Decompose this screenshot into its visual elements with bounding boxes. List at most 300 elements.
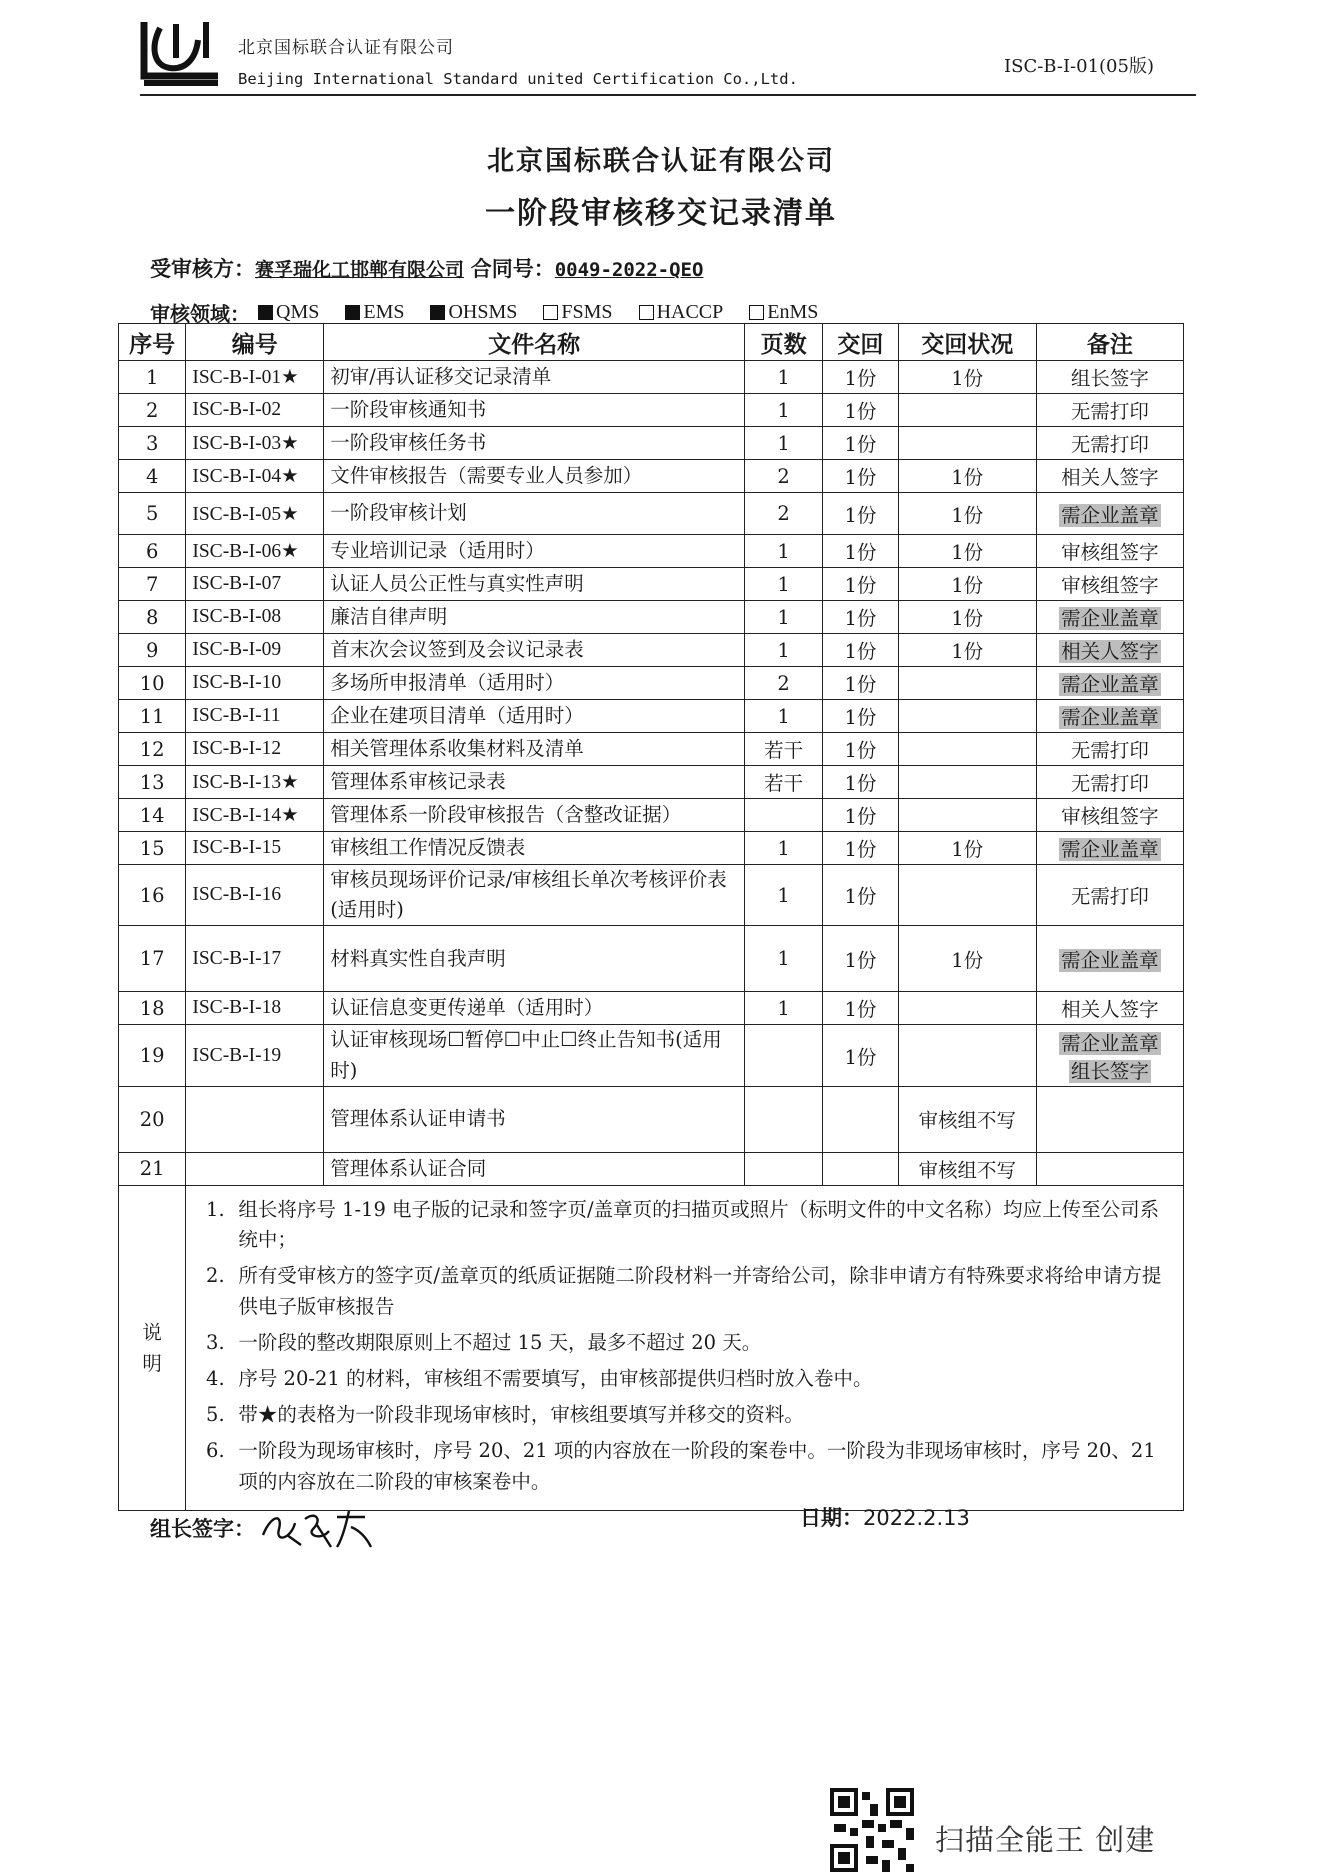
notes-cell (186, 1185, 1184, 1510)
row-remark-cell (1036, 361, 1183, 394)
row-code-cell (186, 634, 324, 667)
row-remark: 需企业盖章 (1061, 838, 1159, 861)
contract-label: 合同号： (470, 257, 555, 281)
row-pages-cell (745, 634, 823, 667)
row-code: ISC-B-I-07 (192, 573, 282, 594)
row-file-name: 认证信息变更传递单（适用时） (330, 996, 604, 1020)
checked-box-icon (258, 305, 273, 320)
row-file-name-cell (324, 700, 745, 733)
organization-title: 北京国标联合认证有限公司 (487, 146, 835, 177)
row-number: 6 (145, 539, 159, 563)
auditee-label: 受审核方： (150, 257, 255, 281)
row-remark: 无需打印 (1070, 772, 1149, 795)
row-return: 1份 (844, 772, 877, 795)
row-file-name: 相关管理体系收集材料及清单 (330, 736, 584, 760)
row-return-status-cell (898, 394, 1036, 427)
row-pages-cell (745, 700, 823, 733)
row-pages: 2 (777, 671, 790, 695)
row-code-cell (186, 394, 324, 427)
row-remark: 相关人签字 (1061, 466, 1159, 489)
row-code: ISC-B-I-16 (192, 884, 282, 906)
row-file-name: 管理体系认证合同 (330, 1156, 487, 1180)
row-pages: 1 (777, 398, 790, 422)
row-file-name-cell (324, 733, 745, 766)
row-number: 7 (145, 572, 159, 596)
row-file-name-cell (324, 493, 745, 535)
row-return: 1份 (844, 838, 877, 861)
row-return-status-cell (898, 766, 1036, 799)
row-number-cell (119, 1025, 186, 1086)
row-file-name: 审核组工作情况反馈表 (330, 835, 526, 859)
row-number: 12 (139, 737, 165, 761)
row-pages: 1 (777, 572, 790, 596)
row-pages: 1 (777, 704, 790, 728)
row-pages-cell (745, 667, 823, 700)
table-row (119, 1086, 1184, 1152)
row-file-name-cell (324, 667, 745, 700)
row-file-name: 一阶段审核通知书 (330, 397, 487, 421)
table-row (119, 1025, 1184, 1086)
row-return: 1份 (844, 607, 877, 630)
row-pages-cell (745, 799, 823, 832)
row-return-cell (823, 766, 899, 799)
row-file-name-cell (324, 1152, 745, 1185)
row-number: 14 (139, 803, 165, 827)
table-row (119, 427, 1184, 460)
row-remark: 无需打印 (1070, 400, 1149, 423)
qr-code-icon (830, 1788, 914, 1872)
row-code: ISC-B-I-14★ (192, 805, 299, 826)
row-pages: 2 (777, 464, 790, 488)
scope-options (258, 301, 844, 325)
row-file-name: 一阶段审核计划 (330, 501, 467, 525)
row-return-status-cell (898, 634, 1036, 667)
row-return-status-cell (898, 1152, 1036, 1185)
row-remark-cell (1036, 535, 1183, 568)
row-return-status: 1份 (951, 367, 984, 390)
table-row (119, 493, 1184, 535)
row-number-cell (119, 634, 186, 667)
row-pages-cell (745, 1086, 823, 1152)
row-code-cell (186, 799, 324, 832)
row-return-status: 1份 (951, 838, 984, 861)
row-file-name-cell (324, 926, 745, 992)
column-header-pages: 页数 (745, 324, 823, 361)
row-return-status-cell (898, 733, 1036, 766)
row-return-status-cell (898, 1086, 1036, 1152)
row-code: ISC-B-I-10 (192, 672, 282, 693)
row-number: 19 (139, 1044, 165, 1068)
row-code: ISC-B-I-05★ (192, 503, 299, 525)
row-file-name-cell (324, 1086, 745, 1152)
row-file-name-cell (324, 992, 745, 1025)
row-number: 2 (145, 398, 159, 422)
row-file-name-cell (324, 865, 745, 926)
row-return-cell (823, 926, 899, 992)
column-header-status: 交回状况 (898, 324, 1036, 361)
row-number: 8 (145, 605, 159, 629)
row-code: ISC-B-I-06★ (192, 541, 299, 562)
scope-option-label: QMS (276, 300, 320, 323)
row-remark: 相关人签字 (1061, 998, 1159, 1022)
row-code: ISC-B-I-12 (192, 738, 282, 759)
row-return: 1份 (844, 805, 877, 828)
row-return-status: 1份 (951, 503, 984, 527)
row-pages: 若干 (764, 772, 804, 795)
row-code: ISC-B-I-11 (192, 705, 281, 726)
row-pages-cell (745, 493, 823, 535)
scanner-watermark: 扫描全能王 创建 (935, 1823, 1156, 1857)
table-row (119, 667, 1184, 700)
table-row (119, 992, 1184, 1025)
row-file-name-cell (324, 460, 745, 493)
note-item (192, 1261, 1167, 1321)
auditee-line (150, 253, 703, 283)
row-pages-cell (745, 992, 823, 1025)
row-remark-cell (1036, 766, 1183, 799)
scope-option-label: OHSMS (448, 300, 518, 323)
row-remark-cell (1036, 427, 1183, 460)
note-text: 一阶段的整改期限原则上不超过 15 天，最多不超过 20 天。 (238, 1330, 762, 1354)
row-return-status-cell (898, 460, 1036, 493)
row-return-cell (823, 733, 899, 766)
row-file-name-cell (324, 361, 745, 394)
handover-table (118, 323, 1184, 1511)
row-file-name-cell (324, 394, 745, 427)
row-number-cell (119, 865, 186, 926)
row-remark: 无需打印 (1070, 739, 1149, 762)
row-return-status: 1份 (951, 640, 984, 663)
scope-option-qms (258, 301, 319, 324)
row-code-cell (186, 1086, 324, 1152)
row-remark-cell (1036, 460, 1183, 493)
row-code-cell (186, 667, 324, 700)
row-file-name: 文件审核报告（需要专业人员参加） (330, 463, 643, 487)
row-file-name: 管理体系一阶段审核报告（含整改证据） (330, 802, 682, 826)
company-name-cn: 北京国标联合认证有限公司 (238, 38, 454, 58)
note-item (192, 1364, 1167, 1394)
row-code: ISC-B-I-15 (192, 837, 282, 858)
row-return: 1份 (844, 433, 877, 456)
row-return-status-cell (898, 667, 1036, 700)
row-file-name-cell (324, 427, 745, 460)
row-remark: 需企业盖章 (1061, 607, 1159, 630)
date-line (800, 1502, 970, 1532)
unchecked-box-icon (749, 305, 764, 320)
row-return-status: 审核组不写 (918, 1158, 1016, 1182)
row-remark-cell (1036, 832, 1183, 865)
row-return-status-cell (898, 427, 1036, 460)
note-item (192, 1436, 1167, 1496)
row-remark: 需企业盖章 (1061, 1031, 1159, 1055)
notes-label-cell (119, 1185, 186, 1510)
row-remark-secondary: 组长签字 (1070, 1059, 1149, 1083)
column-header-return: 交回 (823, 324, 899, 361)
row-file-name-cell (324, 568, 745, 601)
row-return-status: 1份 (951, 466, 984, 489)
row-pages: 1 (777, 605, 790, 629)
row-return-cell (823, 535, 899, 568)
checked-box-icon (345, 305, 360, 320)
row-file-name: 专业培训记录（适用时） (330, 538, 545, 562)
row-pages: 若干 (764, 739, 804, 762)
row-return-status-cell (898, 992, 1036, 1025)
row-return-cell (823, 601, 899, 634)
row-file-name: 认证审核现场☐暂停☐中止☐终止告知书(适用时) (330, 1028, 722, 1082)
row-pages: 1 (777, 431, 790, 455)
row-file-name: 企业在建项目清单（适用时） (330, 703, 584, 727)
row-pages-cell (745, 1152, 823, 1185)
row-return-cell (823, 634, 899, 667)
row-return-status-cell (898, 799, 1036, 832)
row-pages: 1 (777, 996, 790, 1020)
row-number: 4 (145, 464, 159, 488)
note-text: 带★的表格为一阶段非现场审核时，审核组要填写并移交的资料。 (238, 1403, 804, 1427)
document-code: ISC-B-I-01(05版) (1004, 56, 1154, 77)
row-number-cell (119, 667, 186, 700)
scope-option-label: EMS (363, 300, 405, 323)
row-number-cell (119, 493, 186, 535)
table-row (119, 601, 1184, 634)
row-return-cell (823, 992, 899, 1025)
row-number-cell (119, 766, 186, 799)
row-pages: 1 (777, 638, 790, 662)
row-pages-cell (745, 394, 823, 427)
table-row (119, 799, 1184, 832)
leader-signature-label: 组长签字： (150, 1517, 255, 1541)
column-header-code: 编号 (186, 324, 324, 361)
note-text: 组长将序号 1-19 电子版的记录和签字页/盖章页的扫描页或照片（标明文件的中文名称）均应上传至公司系统中； (238, 1197, 1160, 1252)
row-file-name-cell (324, 535, 745, 568)
table-row (119, 460, 1184, 493)
note-text: 序号 20-21 的材料，审核组不需要填写，由审核部提供归档时放入卷中。 (238, 1366, 873, 1390)
row-code-cell (186, 832, 324, 865)
row-code-cell (186, 361, 324, 394)
row-return-cell (823, 1152, 899, 1185)
leader-signature-line (150, 1505, 377, 1551)
row-remark-cell (1036, 799, 1183, 832)
row-code: ISC-B-I-04★ (192, 466, 299, 487)
row-remark-cell (1036, 992, 1183, 1025)
row-number: 1 (145, 365, 159, 389)
row-code-cell (186, 865, 324, 926)
row-code-cell (186, 1152, 324, 1185)
row-return-cell (823, 1086, 899, 1152)
row-return-status-cell (898, 926, 1036, 992)
row-remark-cell (1036, 733, 1183, 766)
scope-option-ohsms (430, 301, 517, 324)
row-code: ISC-B-I-08 (192, 606, 282, 627)
row-remark-cell (1036, 1025, 1183, 1086)
row-return: 1份 (844, 640, 877, 663)
row-return-status-cell (898, 1025, 1036, 1086)
row-return-status-cell (898, 568, 1036, 601)
table-row (119, 568, 1184, 601)
row-number-cell (119, 460, 186, 493)
row-return-status-cell (898, 865, 1036, 926)
checked-box-icon (430, 305, 445, 320)
row-remark-cell (1036, 1086, 1183, 1152)
row-return: 1份 (844, 367, 877, 390)
row-remark: 组长签字 (1070, 367, 1149, 390)
row-number: 21 (139, 1157, 165, 1181)
note-item (192, 1400, 1167, 1430)
row-pages-cell (745, 535, 823, 568)
row-remark-cell (1036, 493, 1183, 535)
table-row (119, 394, 1184, 427)
row-number-cell (119, 1152, 186, 1185)
table-row (119, 700, 1184, 733)
company-logo (140, 18, 222, 88)
note-text: 一阶段为现场审核时，序号 20、21 项的内容放在一阶段的案卷中。一阶段为非现场审核时，序号 20、21 项的内容放在二阶段的审核案卷中。 (238, 1439, 1156, 1493)
table-row (119, 865, 1184, 926)
row-number: 10 (139, 671, 165, 695)
row-file-name: 认证人员公正性与真实性声明 (330, 571, 584, 595)
row-number: 11 (139, 704, 165, 728)
date-label: 日期： (800, 1506, 863, 1530)
row-code: ISC-B-I-09 (192, 639, 282, 660)
row-code-cell (186, 926, 324, 992)
row-remark: 需企业盖章 (1061, 503, 1159, 527)
row-pages: 1 (777, 947, 790, 971)
row-remark: 审核组签字 (1061, 805, 1159, 828)
auditee-value: 赛孚瑞化工邯郸有限公司 (255, 259, 465, 281)
row-file-name: 一阶段审核任务书 (330, 430, 487, 454)
row-remark-cell (1036, 700, 1183, 733)
row-pages-cell (745, 460, 823, 493)
company-name-en: Beijing International Standard united Certification Co.,Ltd. (238, 70, 798, 88)
row-remark-cell (1036, 568, 1183, 601)
row-number: 15 (139, 836, 165, 860)
row-pages-cell (745, 865, 823, 926)
row-file-name-cell (324, 601, 745, 634)
row-return: 1份 (844, 574, 877, 597)
row-number-cell (119, 535, 186, 568)
table-row (119, 926, 1184, 992)
row-number: 20 (139, 1107, 165, 1131)
row-return: 1份 (844, 739, 877, 762)
row-code-cell (186, 733, 324, 766)
row-return: 1份 (844, 673, 877, 696)
row-number: 9 (145, 638, 159, 662)
row-remark: 需企业盖章 (1061, 948, 1159, 972)
row-file-name-cell (324, 766, 745, 799)
row-code-cell (186, 992, 324, 1025)
row-return: 1份 (844, 998, 877, 1022)
row-return-status: 审核组不写 (918, 1109, 1016, 1133)
row-code-cell (186, 427, 324, 460)
row-return-status-cell (898, 535, 1036, 568)
row-return-cell (823, 460, 899, 493)
row-return-status-cell (898, 700, 1036, 733)
unchecked-box-icon (639, 305, 654, 320)
row-return: 1份 (844, 503, 877, 527)
row-number-cell (119, 568, 186, 601)
row-number-cell (119, 799, 186, 832)
notes-label-1: 说 (142, 1320, 162, 1344)
row-return-status: 1份 (951, 574, 984, 597)
row-pages-cell (745, 832, 823, 865)
row-file-name-cell (324, 832, 745, 865)
row-file-name: 廉洁自律声明 (330, 604, 448, 628)
notes-label-2: 明 (142, 1351, 162, 1375)
column-header-remark: 备注 (1036, 324, 1183, 361)
row-return-cell (823, 865, 899, 926)
row-return-cell (823, 1025, 899, 1086)
row-pages-cell (745, 733, 823, 766)
row-number-cell (119, 832, 186, 865)
row-code-cell (186, 535, 324, 568)
row-remark-cell (1036, 865, 1183, 926)
row-file-name: 管理体系认证申请书 (330, 1107, 506, 1131)
row-return-cell (823, 493, 899, 535)
row-pages-cell (745, 1025, 823, 1086)
row-code-cell (186, 766, 324, 799)
row-file-name: 审核员现场评价记录/审核组长单次考核评价表(适用时) (330, 868, 727, 922)
note-number: 1. (206, 1197, 225, 1221)
row-number-cell (119, 1086, 186, 1152)
note-number: 5. (206, 1403, 225, 1427)
row-pages-cell (745, 766, 823, 799)
column-header-no: 序号 (119, 324, 186, 361)
row-remark-cell (1036, 634, 1183, 667)
table-header-row (119, 324, 1184, 361)
row-code-cell (186, 1025, 324, 1086)
row-return: 1份 (844, 466, 877, 489)
row-pages-cell (745, 427, 823, 460)
row-code: ISC-B-I-18 (192, 997, 282, 1019)
row-number-cell (119, 733, 186, 766)
row-return-status-cell (898, 601, 1036, 634)
row-remark: 审核组签字 (1061, 574, 1159, 597)
row-code-cell (186, 700, 324, 733)
row-number: 3 (145, 431, 159, 455)
row-file-name: 多场所申报清单（适用时） (330, 670, 565, 694)
row-code-cell (186, 601, 324, 634)
row-return-cell (823, 568, 899, 601)
row-return-status: 1份 (951, 948, 984, 972)
scope-option-label: HACCP (656, 300, 724, 323)
row-file-name-cell (324, 1025, 745, 1086)
table-row (119, 1152, 1184, 1185)
row-number: 18 (139, 996, 165, 1020)
header-divider (140, 94, 1196, 96)
row-code-cell (186, 568, 324, 601)
row-pages-cell (745, 568, 823, 601)
row-pages-cell (745, 361, 823, 394)
table-row (119, 535, 1184, 568)
row-remark-cell (1036, 667, 1183, 700)
notes-row (119, 1185, 1184, 1510)
row-code: ISC-B-I-03★ (192, 433, 299, 454)
row-remark-cell (1036, 601, 1183, 634)
row-number: 5 (145, 502, 159, 525)
scope-label: 审核领域： (150, 302, 250, 326)
row-return-cell (823, 361, 899, 394)
row-return: 1份 (844, 706, 877, 729)
row-file-name: 初审/再认证移交记录清单 (330, 364, 552, 388)
note-number: 6. (206, 1439, 225, 1463)
row-remark-cell (1036, 926, 1183, 992)
row-file-name: 材料真实性自我声明 (330, 946, 506, 970)
row-return-cell (823, 427, 899, 460)
row-return: 1份 (844, 1045, 877, 1069)
unchecked-box-icon (543, 305, 558, 320)
row-pages-cell (745, 601, 823, 634)
row-return-cell (823, 700, 899, 733)
row-remark: 需企业盖章 (1061, 706, 1159, 729)
scope-option-haccp (639, 301, 724, 324)
